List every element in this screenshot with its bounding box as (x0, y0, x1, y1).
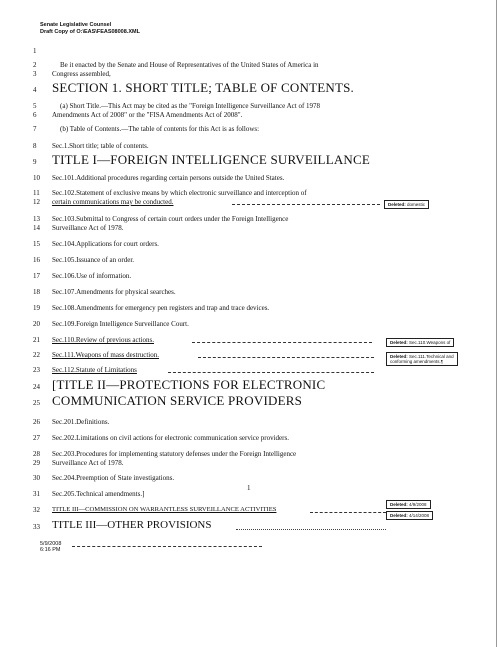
enacting-clause: Be it enacted by the Senate and House of Representatives of the United States of America in (60, 61, 319, 69)
short-title-para-cont: Amendments Act of 2008" or the "FISA Amendments Act of 2008". (52, 111, 243, 119)
change-dashes (310, 512, 386, 513)
line-number: 6 (33, 111, 37, 119)
line-number: 28 (33, 450, 40, 458)
toc-sec-112: Sec.112.Statute of Limitations (52, 366, 137, 374)
line-number: 7 (33, 125, 37, 133)
toc-sec-102-cont: certain communications may be conducted. (52, 198, 174, 206)
toc-sec-201: Sec.201.Definitions. (52, 418, 110, 426)
enacting-clause-cont: Congress assembled, (52, 70, 111, 78)
line-number: 12 (33, 198, 40, 206)
toc-sec-103: Sec.103.Submittal to Congress of certain court orders under the Foreign Intelligence (52, 215, 289, 223)
toc-sec-107: Sec.107.Amendments for physical searches. (52, 288, 176, 296)
toc-sec-203-cont: Surveillance Act of 1978. (52, 459, 124, 467)
deleted-comment: Deleted: 4/14/2008 (386, 511, 433, 520)
toc-sec-101: Sec.101.Additional procedures regarding certain persons outside the United States. (52, 174, 285, 182)
line-number: 5 (33, 102, 37, 110)
footer-time: 6:16 PM (40, 547, 61, 553)
toc-sec-204: Sec.204.Preemption of State investigations. (52, 474, 175, 482)
line-number: 17 (33, 272, 40, 280)
line-number: 13 (33, 215, 40, 223)
line-number: 14 (33, 224, 40, 232)
line-number: 11 (33, 189, 40, 197)
toc-sec-205: Sec.205.Technical amendments.] (52, 490, 145, 498)
line-number: 30 (33, 474, 40, 482)
line-number: 3 (33, 70, 37, 78)
line-number: 22 (33, 351, 40, 359)
section-1-heading: SECTION 1. SHORT TITLE; TABLE OF CONTENTS. (52, 80, 354, 95)
title-3-heading: TITLE III—OTHER PROVISIONS (52, 519, 212, 531)
line-number: 26 (33, 418, 40, 426)
title-1-heading: TITLE I—FOREIGN INTELLIGENCE SURVEILLANCE (52, 152, 371, 167)
deleted-comment: Deleted: domestic (384, 200, 429, 209)
footer-date: 5/9/2008 (40, 541, 62, 547)
toc-intro: (b) Table of Contents.—The table of contents for this Act is as follows: (60, 125, 260, 133)
line-number: 15 (33, 240, 40, 248)
line-number: 31 (33, 490, 40, 498)
change-dashes (232, 204, 380, 205)
office-header: Senate Legislative Counsel (40, 22, 112, 28)
line-number: 23 (33, 366, 40, 374)
toc-sec-109: Sec.109.Foreign Intelligence Surveillance Court. (52, 320, 189, 328)
toc-sec-104: Sec.104.Applications for court orders. (52, 240, 159, 248)
title-3-commission: TITLE III—COMMISSION ON WARRANTLESS SURVEILLANCE ACTIVITIES (52, 506, 277, 513)
line-number: 8 (33, 142, 37, 150)
toc-sec-102: Sec.102.Statement of exclusive means by which electronic surveillance and interception of (52, 189, 307, 197)
line-number: 2 (33, 61, 37, 69)
deleted-comment: Deleted: Sec.111.Technical and conforming amendments.¶ (386, 352, 458, 366)
page-number: 1 (247, 484, 251, 492)
change-dashes (72, 546, 262, 547)
toc-sec-203: Sec.203.Procedures for implementing statutory defenses under the Foreign Intelligence (52, 450, 297, 458)
title-2-heading: [TITLE II—PROTECTIONS FOR ELECTRONIC (52, 377, 326, 392)
toc-sec-202: Sec.202.Limitations on civil actions for electronic communication service providers. (52, 434, 289, 442)
line-number: 21 (33, 336, 40, 344)
deleted-comment: Deleted: 4/9/2008 (386, 500, 431, 509)
page-edge (496, 0, 497, 647)
line-number: 18 (33, 288, 40, 296)
short-title-para: (a) Short Title.—This Act may be cited as the "Foreign Intelligence Surveillance Act of 1978 (60, 102, 321, 110)
toc-sec-105: Sec.105.Issuance of an order. (52, 256, 135, 264)
title-2-heading-cont: COMMUNICATION SERVICE PROVIDERS (52, 393, 303, 408)
line-number: 32 (33, 506, 40, 514)
line-number: 10 (33, 174, 40, 182)
line-number: 24 (33, 383, 40, 391)
comment-leader (236, 529, 386, 530)
change-dashes (168, 372, 374, 373)
toc-sec-110: Sec.110.Review of previous actions. (52, 336, 154, 344)
line-number: 19 (33, 304, 40, 312)
draft-filename: Draft Copy of O:\EAS\FEAS08008.XML (40, 29, 140, 35)
change-dashes (198, 357, 374, 358)
line-number: 33 (33, 523, 40, 531)
line-number: 16 (33, 256, 40, 264)
line-number: 1 (33, 47, 37, 55)
line-number: 29 (33, 459, 40, 467)
change-dashes (192, 342, 372, 343)
toc-sec-108: Sec.108.Amendments for emergency pen registers and trap and trace devices. (52, 304, 270, 312)
toc-sec-111: Sec.111.Weapons of mass destruction. (52, 351, 160, 359)
deleted-comment: Deleted: Sec.110.Weapons of (386, 338, 454, 347)
line-number: 4 (33, 86, 37, 94)
line-number: 25 (33, 399, 40, 407)
toc-sec-106: Sec.106.Use of information. (52, 272, 132, 280)
toc-sec-103-cont: Surveillance Act of 1978. (52, 224, 124, 232)
toc-sec-1: Sec.1.Short title; table of contents. (52, 142, 149, 150)
line-number: 27 (33, 434, 40, 442)
line-number: 20 (33, 320, 40, 328)
line-number: 9 (33, 158, 37, 166)
